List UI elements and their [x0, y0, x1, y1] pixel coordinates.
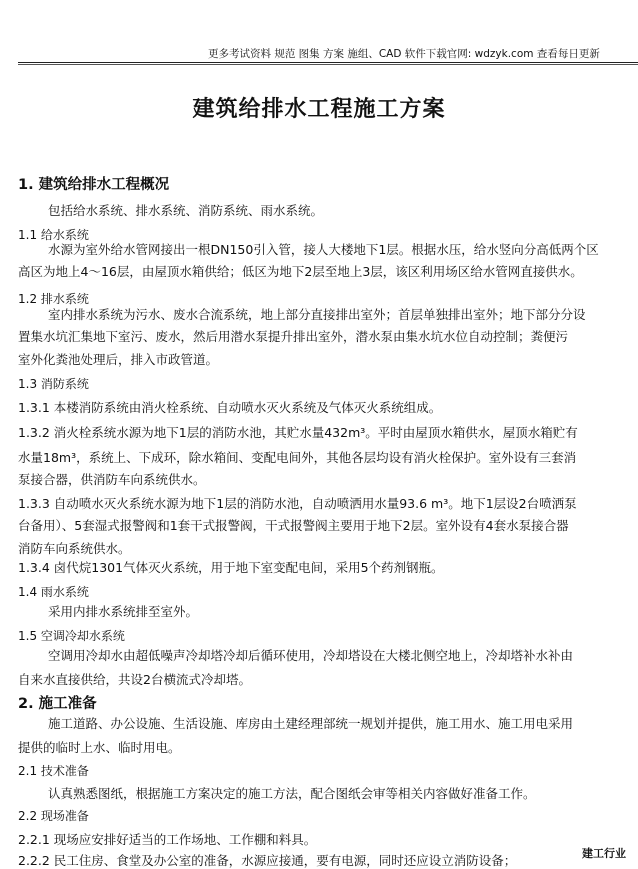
paragraph-line: 台备用）、5套湿式报警阀和1套干式报警阀，干式报警阀主要用于地下2层。室外设有4套水泵接合器	[18, 518, 569, 533]
paragraph-line: 施工道路、办公设施、生活设施、库房由土建经理部统一规划并提供，施工用水、施工用电采用	[48, 716, 574, 731]
section-heading: 1.1 给水系统	[18, 228, 89, 242]
paragraph-line: 1.3.2 消火栓系统水源为地下1层的消防水池，其贮水量432m³。平时由屋顶水箱供水，屋顶水箱贮有	[18, 425, 578, 440]
header-banner: 更多考试资料 规范 图集 方案 施组、CAD 软件下载官网: wdzyk.com 查看每日更新	[208, 48, 600, 60]
paragraph-line: 提供的临时上水、临时用电。	[18, 740, 181, 755]
paragraph-line: 高区为地上4～16层，由屋顶水箱供给；低区为地下2层至地上3层，该区利用场区给水管网直接供水。	[18, 264, 583, 279]
paragraph-line: 置集水坑汇集地下室污、废水，然后用潜水泵提升排出室外，潜水泵由集水坑水位自动控制；粪便污	[18, 329, 569, 344]
footer-mark: 建工行业	[582, 847, 626, 860]
paragraph-line: 1.3.3 自动喷水灭火系统水源为地下1层的消防水池，自动喷洒用水量93.6 m³。地下1层设2台喷洒泵	[18, 496, 577, 511]
paragraph-line: 采用内排水系统排至室外。	[48, 604, 199, 619]
paragraph-line: 空调用冷却水由超低噪声冷却塔冷却后循环使用，冷却塔设在大楼北侧空地上，冷却塔补水补由	[48, 648, 574, 663]
section-heading: 2.2 现场准备	[18, 809, 89, 823]
paragraph-line: 2.2.1 现场应安排好适当的工作场地、工作棚和料具。	[18, 832, 317, 847]
paragraph-line: 包括给水系统、排水系统、消防系统、雨水系统。	[48, 203, 324, 218]
paragraph-line: 自来水直接供给，共设2台横流式冷却塔。	[18, 672, 251, 687]
section-heading: 1. 建筑给排水工程概况	[18, 177, 170, 193]
paragraph-line: 消防车向系统供水。	[18, 541, 131, 556]
page-title: 建筑给排水工程施工方案	[192, 97, 446, 122]
paragraph-line: 1.3.4 卤代烷1301气体灭火系统，用于地下室变配电间，采用5个药剂钢瓶。	[18, 560, 444, 575]
section-heading: 1.5 空调冷却水系统	[18, 629, 125, 643]
paragraph-line: 泵接合器，供消防车向系统供水。	[18, 472, 206, 487]
section-heading: 2. 施工准备	[18, 696, 97, 712]
paragraph-line: 认真熟悉图纸，根据施工方案决定的施工方法，配合图纸会审等相关内容做好准备工作。	[48, 786, 536, 801]
header-rule	[18, 62, 638, 65]
paragraph-line: 1.3.1 本楼消防系统由消火栓系统、自动喷水灭火系统及气体灭火系统组成。	[18, 400, 442, 415]
paragraph-line: 2.2.2 民工住房、食堂及办公室的准备，水源应接通，要有电源，同时还应设立消防设备；	[18, 853, 517, 868]
paragraph-line: 室外化粪池处理后，排入市政管道。	[18, 352, 219, 367]
paragraph-line: 室内排水系统为污水、废水合流系统，地上部分直接排出室外；首层单独排出室外；地下部分分设	[48, 307, 586, 322]
section-heading: 1.3 消防系统	[18, 377, 89, 391]
section-heading: 2.1 技术准备	[18, 764, 89, 778]
paragraph-line: 水量18m³，系统上、下成环，除水箱间、变配电间外，其他各层均设有消火栓保护。室外设有三套消	[18, 450, 577, 465]
paragraph-line: 水源为室外给水管网接出一根DN150引入管，接人大楼地下1层。根据水压，给水竖向分高低两个区	[48, 242, 599, 257]
section-heading: 1.4 雨水系统	[18, 585, 89, 599]
section-heading: 1.2 排水系统	[18, 292, 89, 306]
